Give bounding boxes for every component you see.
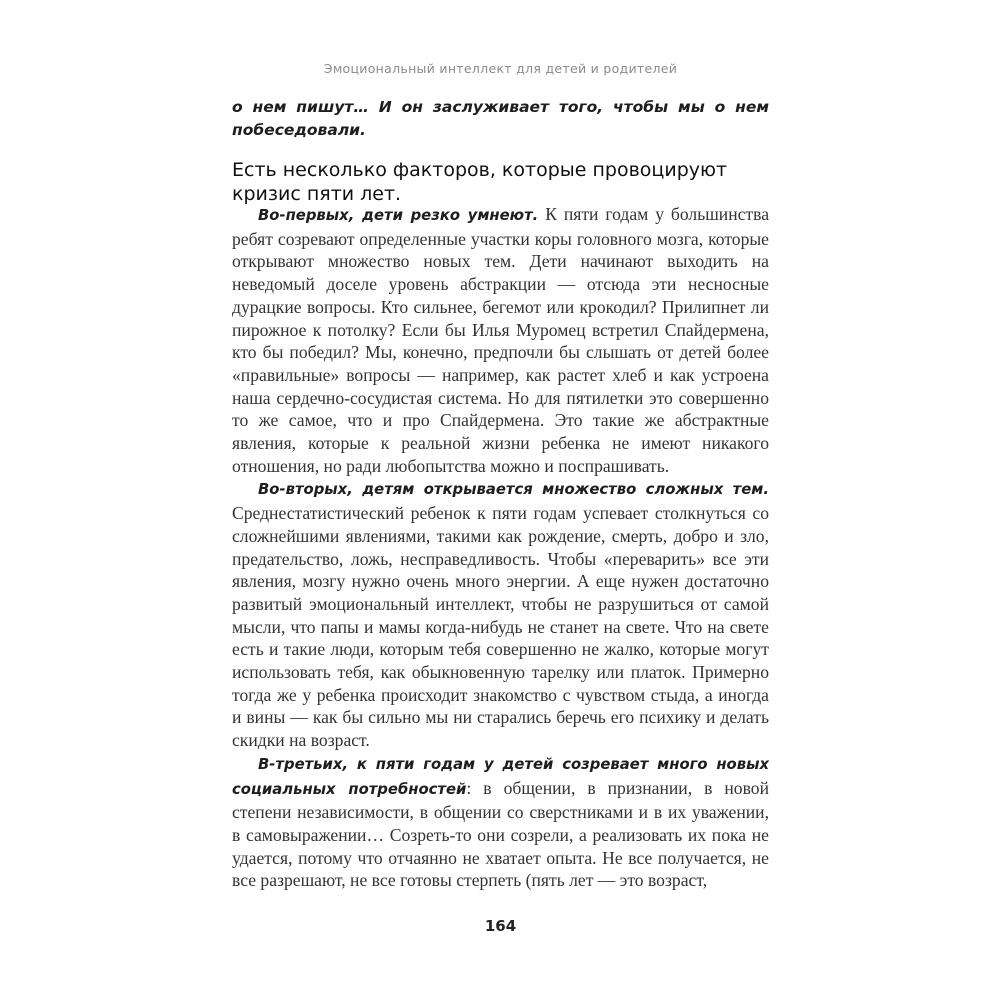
paragraph-text: : в общении, в признании, в новой степени независимости, в общении со сверстниками и в их уважении, в самовыражении… Созреть-то они созрели, а реализовать их пока не удается, потому что отчаянно не хватает опыта. Не все получается, не все разрешают, не все готовы стерпеть (пять лет — это возраст,	[232, 777, 769, 891]
paragraph-first	[232, 203, 769, 477]
running-head: Эмоциональный интеллект для детей и родителей	[323, 61, 678, 76]
book-page	[232, 0, 769, 1000]
paragraph-lead: В-третьих, к пяти годам у детей созревает много новых социальных потребностей	[232, 755, 769, 798]
paragraph-lead: Во-первых, дети резко умнеют.	[258, 207, 539, 224]
intro-text: о нем пишут… И он заслуживает того, чтобы мы о нем побеседовали.	[232, 98, 769, 139]
paragraph-third	[232, 752, 769, 892]
paragraph-text: Среднестатистический ребенок к пяти годам успевает столкнуться со сложнейшими явлениями, такими как рождение, смерть, добро и зло, предательство, ложь, несправедливость. Чтобы «переварить» все эти явления, мозгу нужно очень много энергии. А еще нужен достаточно развитый эмоциональный интеллект, чтобы не разрушиться от самой мысли, что папы и мамы когда-нибудь не станет на свете. Что на свете есть и такие люди, которым тебя совершенно не жалко, которые могут использовать тебя, как обыкновенную тарелку или платок. Примерно тогда же у ребенка происходит знакомство с чувством стыда, а иногда и вины — как бы сильно мы ни старались беречь его психику и делать скидки на возраст.	[232, 503, 769, 751]
paragraph-lead: Во-вторых, детям открывается множество сложных тем.	[258, 481, 769, 499]
section-subheading: Есть несколько факторов, которые провоцируют кризис пяти лет.	[232, 159, 728, 205]
body-text	[232, 203, 769, 892]
page-number: 164	[484, 917, 517, 935]
paragraph-second	[232, 477, 769, 751]
paragraph-text: К пяти годам у большинства ребят созревают определенные участки коры головного мозга, которые открывают множество новых тем. Дети начинают выходить на неведомый доселе уровень абстракции — отсюда эти несносные дурацкие вопросы. Кто сильнее, бегемот или крокодил? Прилипнет ли пирожное к потолку? Если бы Илья Муромец встретил Спайдермена, кто бы победил? Мы, конечно, предпочли бы слышать от детей более «правильные» вопросы — например, как растет хлеб и как устроена наша сердечно-сосудистая система. Но для пятилетки это совершенно то же самое, что и про Спайдермена. Это такие же абстрактные явления, которые к реальной жизни ребенка не имеют никакого отношения, но ради любопытства можно и поспрашивать.	[232, 204, 769, 476]
